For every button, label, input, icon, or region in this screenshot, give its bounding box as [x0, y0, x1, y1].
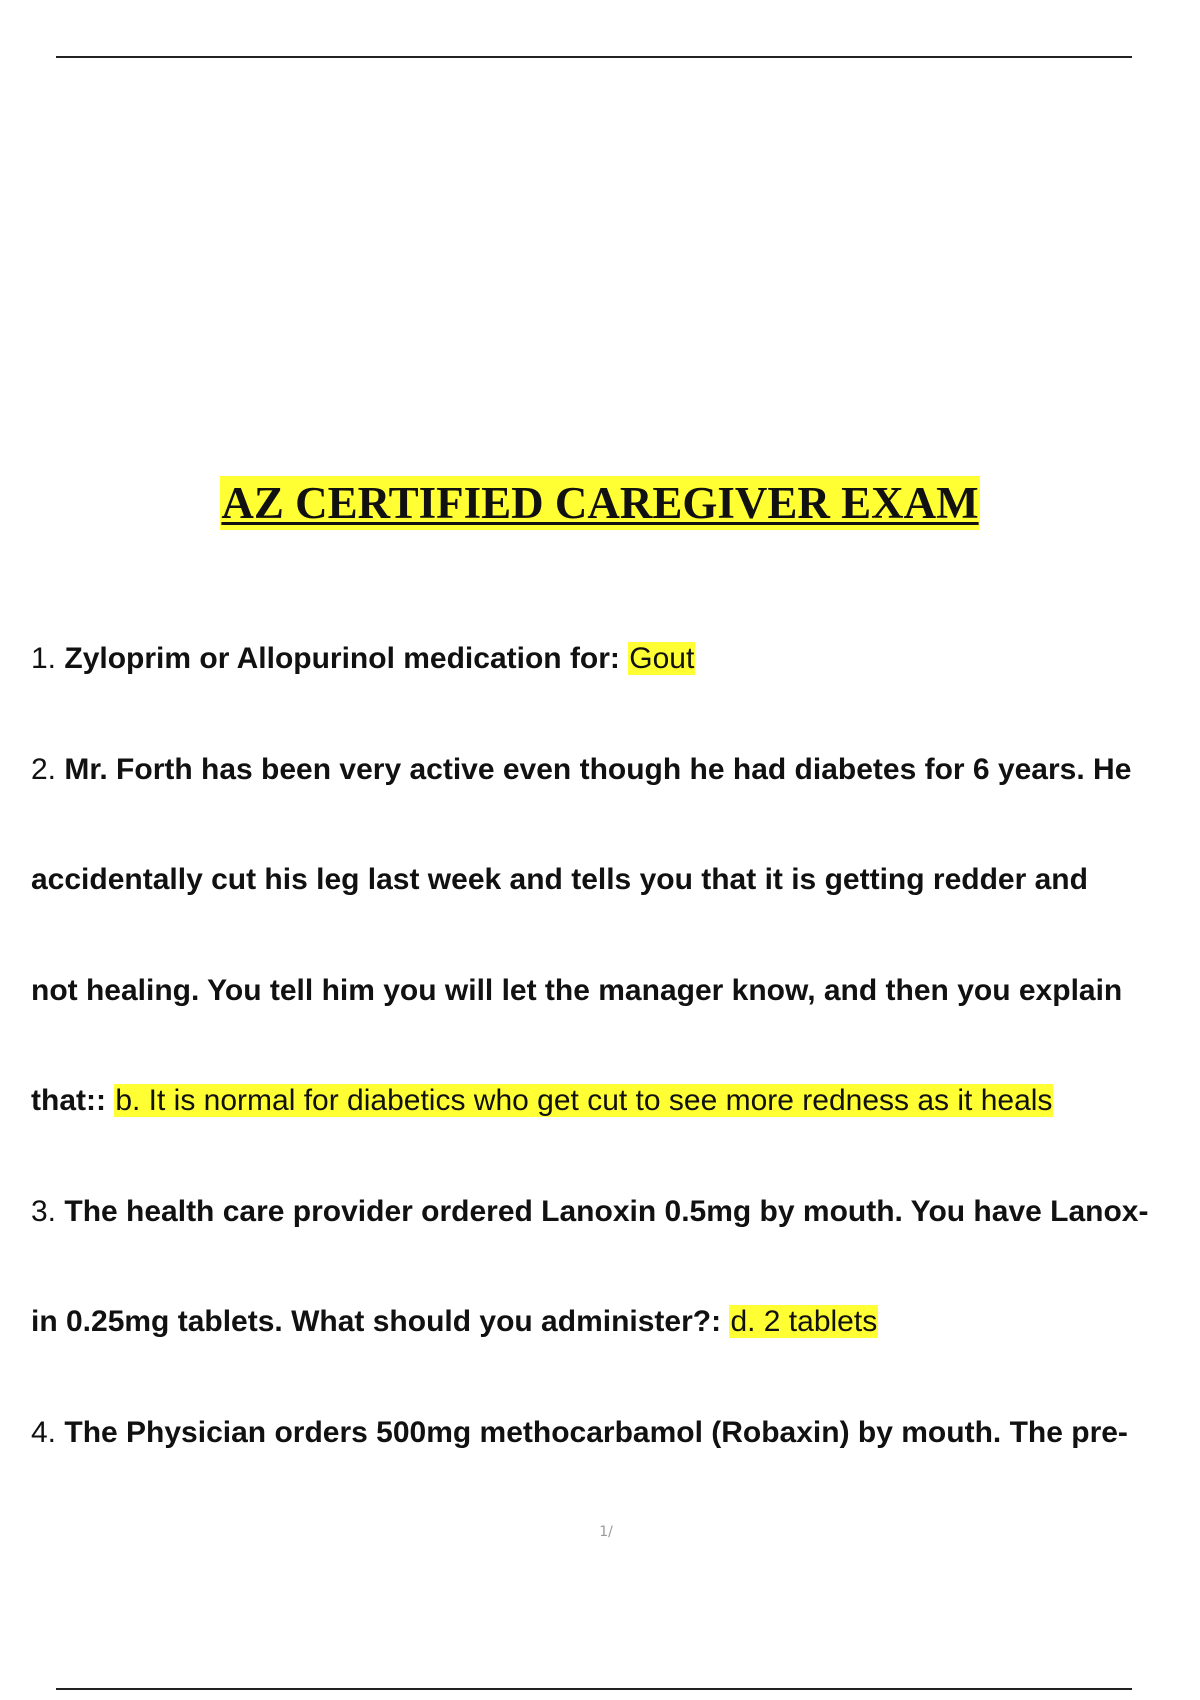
bottom-rule — [56, 1688, 1132, 1690]
question-4-line-1 — [31, 1413, 1200, 1453]
question-2-answer: b. It is normal for diabetics who get cut to see more redness as it heals — [115, 1084, 1053, 1117]
question-2-number: 2. — [31, 753, 57, 786]
top-rule — [56, 56, 1132, 58]
question-3-text-1: The health care provider ordered Lanoxin 0.5mg by mouth. You have Lanox- — [56, 1195, 1149, 1228]
question-2-line-1 — [31, 750, 1200, 790]
question-4-number: 4. — [31, 1416, 57, 1449]
question-3-line-2 — [31, 1302, 1200, 1342]
question-2-line-4 — [31, 1081, 1200, 1121]
title-container — [0, 476, 1200, 530]
document-title: AZ CERTIFIED CAREGIVER EXAM — [221, 478, 979, 528]
question-2-line-3 — [31, 971, 1200, 1011]
question-1-text: Zyloprim or Allopurinol medication for: — [56, 642, 629, 675]
question-1 — [31, 639, 1200, 679]
question-1-number: 1. — [31, 642, 57, 675]
question-2-text-4: that:: — [31, 1084, 115, 1117]
question-2-text-3: not healing. You tell him you will let the manager know, and then you explain — [31, 974, 1123, 1007]
question-2-text-1: Mr. Forth has been very active even though he had diabetes for 6 years. He — [56, 753, 1132, 786]
question-4-text-1: The Physician orders 500mg methocarbamol (Robaxin) by mouth. The pre- — [56, 1416, 1128, 1449]
question-3-text-2: in 0.25mg tablets. What should you administer?: — [31, 1305, 730, 1338]
question-3-number: 3. — [31, 1195, 57, 1228]
question-3-line-1 — [31, 1192, 1200, 1232]
page-number: 1/ — [599, 1524, 613, 1540]
question-2-text-2: accidentally cut his leg last week and tells you that it is getting redder and — [31, 863, 1088, 896]
question-3-answer: d. 2 tablets — [730, 1305, 878, 1338]
question-1-answer: Gout — [629, 642, 695, 675]
question-2-line-2 — [31, 860, 1200, 900]
